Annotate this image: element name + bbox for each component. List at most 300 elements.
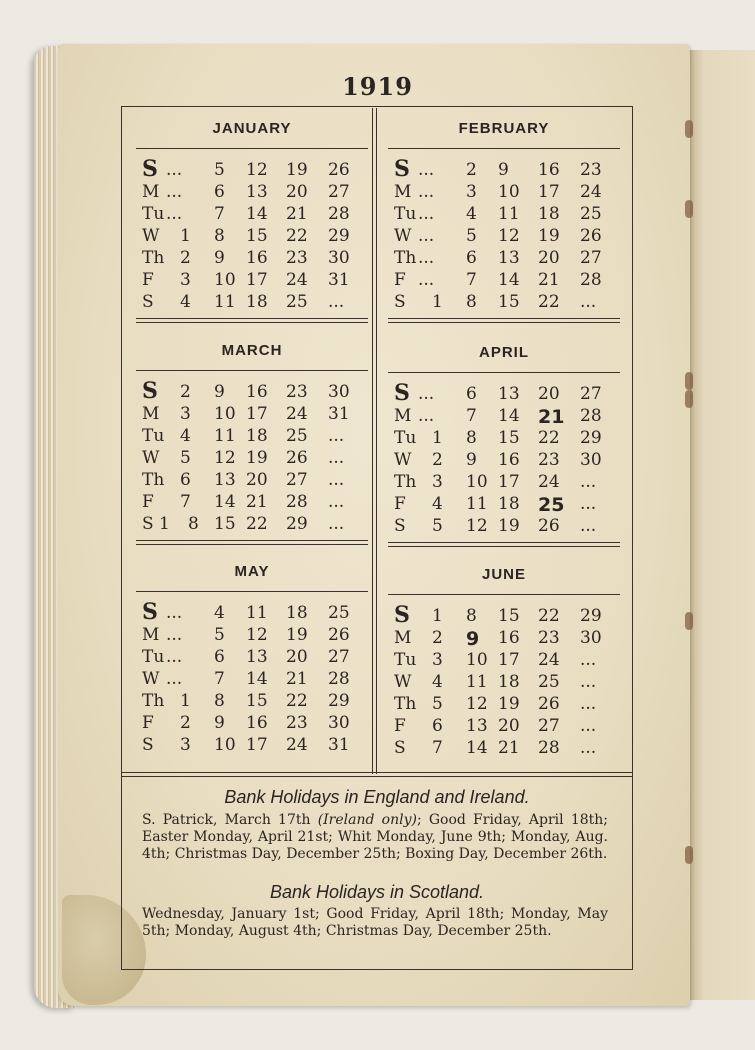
month-rule (388, 594, 620, 595)
day-number: 4 (432, 494, 443, 514)
week-row (388, 248, 628, 270)
day-number: 13 (246, 182, 268, 202)
day-label: S (142, 292, 154, 312)
day-number: 20 (498, 716, 520, 736)
day-number: ... (328, 292, 345, 312)
week-row (388, 406, 628, 428)
week-row (136, 292, 376, 314)
day-number: ... (580, 472, 597, 492)
day-number: ... (418, 248, 435, 268)
day-label: F (394, 494, 406, 514)
day-number: 21 (538, 270, 560, 290)
day-number: 3 (180, 270, 191, 290)
day-label: S (142, 735, 154, 755)
day-number: 16 (246, 248, 268, 268)
day-number: 1 (180, 691, 191, 711)
week-row (388, 650, 628, 672)
day-number: 19 (286, 160, 308, 180)
day-number: 4 (180, 426, 191, 446)
day-label: S (394, 292, 406, 312)
day-number: 15 (498, 606, 520, 626)
day-number: 10 (214, 735, 236, 755)
day-number: 11 (246, 603, 268, 623)
day-number: 4 (180, 292, 191, 312)
day-number: 15 (246, 691, 268, 711)
month-rule (388, 148, 620, 149)
day-number: 4 (432, 672, 443, 692)
day-number: 12 (214, 448, 236, 468)
day-number: 11 (214, 292, 236, 312)
week-row (136, 599, 376, 625)
week-row (388, 182, 628, 204)
month-name: MARCH (221, 342, 283, 359)
day-number: 25 (286, 426, 308, 446)
day-number: 11 (466, 494, 488, 514)
day-number: 2 (180, 248, 191, 268)
day-number: 31 (328, 404, 350, 424)
week-row (136, 182, 376, 204)
day-number: 31 (328, 270, 350, 290)
day-number: ... (166, 647, 183, 667)
day-number: 30 (328, 248, 350, 268)
week-row (388, 602, 628, 628)
scotland-holidays-text: Wednesday, January 1st; Good Friday, April 18th; Monday, May 5th; Monday, August 4th; Christmas Day, December 25th. (142, 906, 608, 939)
day-number: 10 (466, 650, 488, 670)
day-number: 24 (286, 404, 308, 424)
week-row (388, 380, 628, 406)
day-number: 19 (246, 448, 268, 468)
week-row (136, 669, 376, 691)
week-row (136, 270, 376, 292)
week-row (136, 404, 376, 426)
day-number: 6 (214, 182, 225, 202)
day-number: 5 (466, 226, 477, 246)
day-number: 31 (328, 735, 350, 755)
binding-thread (685, 200, 693, 218)
day-label: Th (394, 694, 417, 714)
day-number: 24 (580, 182, 602, 202)
day-label: Tu (394, 650, 417, 670)
day-number: 9 (214, 382, 225, 402)
day-label: M (394, 628, 412, 648)
day-number: 23 (538, 450, 560, 470)
binding-thread (685, 846, 693, 864)
day-number: 23 (580, 160, 602, 180)
week-row (136, 426, 376, 448)
day-number: 18 (246, 426, 268, 446)
day-number: 21 (286, 204, 308, 224)
day-number: 19 (538, 226, 560, 246)
day-number: 24 (538, 650, 560, 670)
month-divider (136, 540, 368, 545)
day-number: 13 (498, 384, 520, 404)
day-number: 18 (538, 204, 560, 224)
day-label: W (394, 450, 412, 470)
day-number: ... (580, 694, 597, 714)
day-label: Th (142, 470, 165, 490)
day-number: 6 (432, 716, 443, 736)
day-number: 1 (432, 428, 443, 448)
week-row (136, 470, 376, 492)
day-label: S 1 (142, 514, 170, 534)
day-number: 6 (466, 248, 477, 268)
day-label: M (394, 406, 412, 426)
day-number: 5 (214, 160, 225, 180)
day-number: ... (166, 182, 183, 202)
day-number: 14 (246, 669, 268, 689)
day-label: S (394, 602, 410, 628)
week-row (136, 492, 376, 514)
day-label: Th (142, 248, 165, 268)
day-number: 18 (286, 603, 308, 623)
week-row (388, 472, 628, 494)
week-row (136, 691, 376, 713)
day-label: M (142, 182, 160, 202)
day-number: ... (580, 516, 597, 536)
day-number: 16 (246, 713, 268, 733)
day-number: 23 (286, 382, 308, 402)
week-row (388, 672, 628, 694)
day-number: ... (418, 384, 435, 404)
day-number: 22 (538, 292, 560, 312)
day-number: 17 (246, 404, 268, 424)
day-number: 13 (498, 248, 520, 268)
week-row (388, 450, 628, 472)
day-label: S (394, 156, 410, 182)
day-number: ... (328, 426, 345, 446)
week-row (388, 716, 628, 738)
day-number: 8 (466, 428, 477, 448)
day-number: 6 (466, 384, 477, 404)
day-label: Tu (142, 426, 165, 446)
week-row (136, 248, 376, 270)
day-number: 21 (498, 738, 520, 758)
day-number: 3 (466, 182, 477, 202)
day-number: 8 (466, 292, 477, 312)
day-number: 28 (580, 406, 602, 426)
day-label: F (142, 270, 154, 290)
day-number: 30 (580, 628, 602, 648)
day-label: F (142, 492, 154, 512)
day-number: 23 (538, 628, 560, 648)
day-label: Tu (394, 428, 417, 448)
day-number: 7 (466, 270, 477, 290)
day-number: 26 (538, 516, 560, 536)
day-number: ... (580, 716, 597, 736)
week-row (136, 514, 376, 536)
day-number: 25 (328, 603, 350, 623)
day-number: 5 (432, 694, 443, 714)
week-row (388, 226, 628, 248)
day-number: ... (328, 492, 345, 512)
month-name: JANUARY (212, 120, 292, 137)
month-name: JUNE (481, 566, 526, 583)
day-label: S (142, 599, 158, 625)
day-number: ... (328, 448, 345, 468)
day-number: 10 (498, 182, 520, 202)
day-number: 21 (286, 669, 308, 689)
day-number: 1 (432, 606, 443, 626)
day-label: W (142, 448, 160, 468)
month-divider (388, 318, 620, 323)
day-number: 11 (214, 426, 236, 446)
day-number: 29 (328, 226, 350, 246)
binding-thread (685, 372, 693, 390)
day-label: S (142, 156, 158, 182)
day-number: 14 (466, 738, 488, 758)
day-number: 12 (466, 516, 488, 536)
day-label: W (142, 669, 160, 689)
day-number: 6 (180, 470, 191, 490)
week-row (136, 735, 376, 757)
day-number: 27 (580, 384, 602, 404)
day-number: 23 (286, 713, 308, 733)
day-number: 7 (214, 669, 225, 689)
day-label: W (142, 226, 160, 246)
day-label: M (142, 404, 160, 424)
day-number: 19 (286, 625, 308, 645)
day-number: 26 (538, 694, 560, 714)
england-holidays-title: Bank Holidays in England and Ireland. (224, 787, 530, 807)
day-number: 27 (538, 716, 560, 736)
day-number: 21 (538, 406, 565, 428)
day-number: 26 (286, 448, 308, 468)
day-number: 27 (328, 647, 350, 667)
binding-thread (685, 390, 693, 408)
day-number: 17 (538, 182, 560, 202)
day-number: 24 (538, 472, 560, 492)
day-number: 20 (538, 384, 560, 404)
day-number: ... (328, 470, 345, 490)
day-number: 13 (246, 647, 268, 667)
day-label: S (394, 380, 410, 406)
day-label: Th (394, 472, 417, 492)
month-name: APRIL (479, 344, 529, 361)
day-number: 26 (580, 226, 602, 246)
day-number: 20 (538, 248, 560, 268)
day-number: 13 (466, 716, 488, 736)
day-number: ... (418, 406, 435, 426)
day-number: 10 (214, 404, 236, 424)
day-number: ... (580, 292, 597, 312)
day-number: 28 (580, 270, 602, 290)
day-label: Tu (142, 204, 165, 224)
day-number: 2 (432, 450, 443, 470)
week-row (388, 292, 628, 314)
day-number: 18 (246, 292, 268, 312)
day-number: 20 (286, 647, 308, 667)
day-number: 28 (286, 492, 308, 512)
day-label: M (142, 625, 160, 645)
week-row (136, 226, 376, 248)
day-number: 7 (432, 738, 443, 758)
week-row (136, 378, 376, 404)
day-number: ... (580, 494, 597, 514)
day-number: 19 (498, 516, 520, 536)
day-number: 8 (214, 691, 225, 711)
day-number: ... (328, 514, 345, 534)
day-number: 14 (498, 270, 520, 290)
week-row (388, 204, 628, 226)
month-rule (388, 372, 620, 373)
day-number: 18 (498, 494, 520, 514)
day-number: 10 (466, 472, 488, 492)
section-divider (121, 772, 633, 777)
day-number: 30 (580, 450, 602, 470)
day-number: 15 (214, 514, 236, 534)
day-number: 22 (538, 606, 560, 626)
day-number: 5 (180, 448, 191, 468)
day-number: 14 (246, 204, 268, 224)
month-rule (136, 148, 368, 149)
column-divider (376, 108, 377, 774)
day-number: 30 (328, 382, 350, 402)
day-number: 16 (538, 160, 560, 180)
day-number: 5 (432, 516, 443, 536)
day-number: 2 (432, 628, 443, 648)
day-number: 29 (580, 606, 602, 626)
day-number: 7 (466, 406, 477, 426)
week-row (388, 516, 628, 538)
day-number: 26 (328, 625, 350, 645)
day-number: 26 (328, 160, 350, 180)
day-number: 28 (328, 204, 350, 224)
month-divider (136, 318, 368, 323)
day-number: ... (580, 672, 597, 692)
day-label: Th (142, 691, 165, 711)
day-number: 19 (498, 694, 520, 714)
day-label: W (394, 672, 412, 692)
month-name: MAY (234, 563, 270, 580)
day-number: 17 (498, 650, 520, 670)
week-row (136, 448, 376, 470)
day-number: 13 (214, 470, 236, 490)
day-number: 12 (498, 226, 520, 246)
day-number: 9 (498, 160, 509, 180)
day-number: 27 (328, 182, 350, 202)
england-holidays-text: S. Patrick, March 17th (Ireland only); Good Friday, April 18th; Easter Monday, April 21st; Whit Monday, June 9th; Monday, Aug. 4th; Christmas Day, December 25th; Boxing Day, December 26th. (142, 812, 608, 862)
day-number: 14 (498, 406, 520, 426)
day-number: 29 (328, 691, 350, 711)
day-number: 28 (538, 738, 560, 758)
day-number: 12 (246, 160, 268, 180)
day-number: 15 (498, 428, 520, 448)
day-number: 24 (286, 735, 308, 755)
day-number: 2 (180, 713, 191, 733)
day-number: 22 (246, 514, 268, 534)
week-row (136, 204, 376, 226)
day-number: ... (418, 160, 435, 180)
day-number: 27 (286, 470, 308, 490)
day-number: 7 (214, 204, 225, 224)
day-number: ... (166, 204, 183, 224)
day-number: 5 (214, 625, 225, 645)
week-row (388, 428, 628, 450)
day-label: W (394, 226, 412, 246)
day-number: 28 (328, 669, 350, 689)
day-number: 8 (214, 226, 225, 246)
day-number: 18 (498, 672, 520, 692)
day-number: 6 (214, 647, 225, 667)
day-number: ... (418, 270, 435, 290)
day-number: 9 (466, 450, 477, 470)
day-number: 3 (432, 472, 443, 492)
week-row (136, 156, 376, 182)
day-number: ... (418, 226, 435, 246)
day-number: 9 (466, 628, 480, 650)
day-number: 29 (580, 428, 602, 448)
day-number: 17 (246, 270, 268, 290)
day-number: 30 (328, 713, 350, 733)
day-label: Tu (394, 204, 417, 224)
month-name: FEBRUARY (458, 120, 550, 137)
day-number: 11 (466, 672, 488, 692)
day-number: 3 (432, 650, 443, 670)
day-number: 17 (498, 472, 520, 492)
day-label: S (394, 516, 406, 536)
day-label: S (394, 738, 406, 758)
day-number: 4 (214, 603, 225, 623)
day-number: 22 (286, 691, 308, 711)
day-number: 1 (432, 292, 443, 312)
day-label: F (394, 716, 406, 736)
day-number: 29 (286, 514, 308, 534)
binding-thread (685, 120, 693, 138)
day-number: ... (166, 625, 183, 645)
week-row (388, 494, 628, 516)
day-label: Th (394, 248, 417, 268)
scotland-holidays-title: Bank Holidays in Scotland. (269, 882, 485, 902)
week-row (136, 713, 376, 735)
day-number: 9 (214, 713, 225, 733)
day-number: 10 (214, 270, 236, 290)
day-label: S (142, 378, 158, 404)
day-number: 2 (180, 382, 191, 402)
day-number: 14 (214, 492, 236, 512)
month-rule (136, 370, 368, 371)
day-number: 22 (538, 428, 560, 448)
day-number: 8 (466, 606, 477, 626)
day-label: F (142, 713, 154, 733)
day-number: 11 (498, 204, 520, 224)
day-number: ... (418, 204, 435, 224)
day-label: Tu (142, 647, 165, 667)
day-number: 25 (538, 672, 560, 692)
week-row (388, 738, 628, 760)
day-number: 25 (580, 204, 602, 224)
week-row (388, 156, 628, 182)
day-number: ... (166, 669, 183, 689)
week-row (388, 628, 628, 650)
day-number: ... (580, 650, 597, 670)
day-number: 7 (180, 492, 191, 512)
day-number: 16 (498, 628, 520, 648)
day-number: 12 (466, 694, 488, 714)
day-number: 22 (286, 226, 308, 246)
day-number: 1 (180, 226, 191, 246)
day-number: 25 (538, 494, 565, 516)
day-number: 3 (180, 404, 191, 424)
day-label: M (394, 182, 412, 202)
day-number: 8 (188, 514, 199, 534)
day-number: 15 (246, 226, 268, 246)
day-number: 17 (246, 735, 268, 755)
binding-thread (685, 612, 693, 630)
week-row (136, 647, 376, 669)
day-number: ... (418, 182, 435, 202)
day-number: 20 (286, 182, 308, 202)
day-number: 24 (286, 270, 308, 290)
